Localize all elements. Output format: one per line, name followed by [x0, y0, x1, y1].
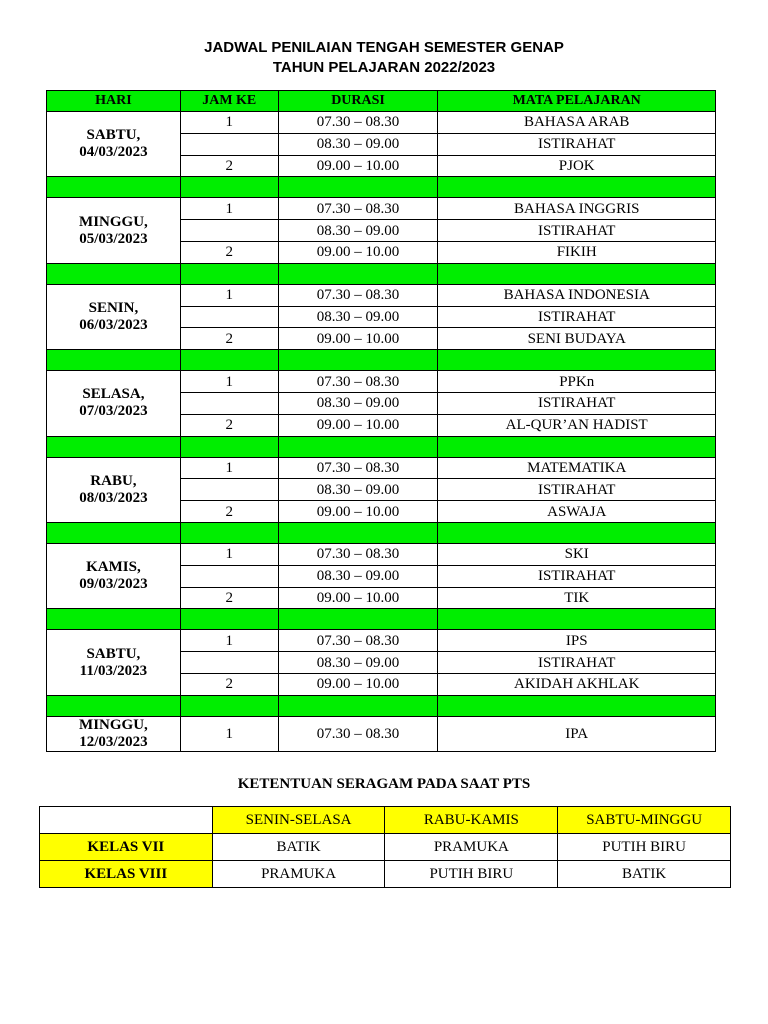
jam-ke-cell: 1 [180, 716, 278, 751]
mata-pelajaran-cell: ASWAJA [438, 501, 716, 523]
separator-cell [180, 609, 278, 630]
day-date: 07/03/2023 [79, 403, 148, 420]
schedule-body [47, 112, 716, 752]
separator-cell [47, 177, 181, 198]
schedule-row [47, 543, 716, 565]
durasi-cell: 08.30 – 09.00 [278, 652, 438, 674]
durasi-cell: 09.00 – 10.00 [278, 241, 438, 263]
separator-cell [438, 522, 716, 543]
separator-cell [180, 263, 278, 284]
uniform-table [39, 806, 731, 888]
separator-cell [47, 695, 181, 716]
separator-row [47, 436, 716, 457]
durasi-cell: 08.30 – 09.00 [278, 220, 438, 242]
mata-pelajaran-cell: FIKIH [438, 241, 716, 263]
separator-cell [438, 695, 716, 716]
separator-cell [180, 350, 278, 371]
separator-row [47, 177, 716, 198]
schedule-header-row [47, 91, 716, 112]
day-name: MINGGU, [79, 716, 148, 733]
durasi-cell: 08.30 – 09.00 [278, 133, 438, 155]
header-jam-ke: JAM KE [180, 91, 278, 112]
day-date: 06/03/2023 [79, 316, 148, 333]
mata-pelajaran-cell: BAHASA INGGRIS [438, 198, 716, 220]
mata-pelajaran-cell: ISTIRAHAT [438, 565, 716, 587]
jam-ke-cell: 2 [180, 587, 278, 609]
day-name: SABTU, [86, 127, 141, 144]
mata-pelajaran-cell: TIK [438, 587, 716, 609]
day-cell [47, 284, 181, 349]
jam-ke-cell: 2 [180, 155, 278, 177]
jam-ke-cell [180, 479, 278, 501]
mata-pelajaran-cell: ISTIRAHAT [438, 133, 716, 155]
header-hari: HARI [47, 91, 181, 112]
mata-pelajaran-cell: ISTIRAHAT [438, 652, 716, 674]
jam-ke-cell: 1 [180, 457, 278, 479]
document-subtitle: TAHUN PELAJARAN 2022/2023 [272, 59, 496, 76]
uniform-section-title: KETENTUAN SERAGAM PADA SAAT PTS [237, 776, 531, 792]
schedule-row [47, 112, 716, 134]
schedule-table [46, 90, 716, 752]
separator-cell [438, 177, 716, 198]
day-date: 12/03/2023 [79, 733, 148, 750]
separator-row [47, 350, 716, 371]
day-cell [47, 371, 181, 436]
uniform-row-header: KELAS VII [40, 834, 213, 861]
mata-pelajaran-cell: ISTIRAHAT [438, 479, 716, 501]
schedule-row [47, 284, 716, 306]
mata-pelajaran-cell: IPS [438, 630, 716, 652]
mata-pelajaran-cell: AL-QUR’AN HADIST [438, 414, 716, 436]
header-durasi: DURASI [278, 91, 438, 112]
separator-cell [438, 436, 716, 457]
durasi-cell: 09.00 – 10.00 [278, 155, 438, 177]
durasi-cell: 07.30 – 08.30 [278, 198, 438, 220]
jam-ke-cell: 1 [180, 371, 278, 393]
schedule-row [47, 371, 716, 393]
durasi-cell: 07.30 – 08.30 [278, 716, 438, 751]
mata-pelajaran-cell: BAHASA ARAB [438, 112, 716, 134]
separator-row [47, 522, 716, 543]
separator-cell [278, 522, 438, 543]
separator-cell [278, 350, 438, 371]
durasi-cell: 07.30 – 08.30 [278, 371, 438, 393]
separator-cell [180, 436, 278, 457]
uniform-row-header: KELAS VIII [40, 861, 213, 888]
day-name: RABU, [90, 472, 137, 489]
uniform-cell: PUTIH BIRU [385, 861, 558, 888]
durasi-cell: 07.30 – 08.30 [278, 630, 438, 652]
document-title: JADWAL PENILAIAN TENGAH SEMESTER GENAP [204, 39, 564, 56]
jam-ke-cell: 2 [180, 414, 278, 436]
uniform-corner-cell [40, 807, 213, 834]
uniform-header-row [40, 807, 731, 834]
durasi-cell: 09.00 – 10.00 [278, 328, 438, 350]
jam-ke-cell: 1 [180, 112, 278, 134]
mata-pelajaran-cell: MATEMATIKA [438, 457, 716, 479]
uniform-col-header: SABTU-MINGGU [558, 807, 731, 834]
jam-ke-cell [180, 652, 278, 674]
mata-pelajaran-cell: ISTIRAHAT [438, 392, 716, 414]
separator-cell [47, 350, 181, 371]
separator-row [47, 609, 716, 630]
day-name: SABTU, [86, 645, 141, 662]
durasi-cell: 07.30 – 08.30 [278, 112, 438, 134]
mata-pelajaran-cell: PJOK [438, 155, 716, 177]
schedule-row [47, 198, 716, 220]
uniform-row [40, 861, 731, 888]
separator-row [47, 263, 716, 284]
jam-ke-cell: 2 [180, 328, 278, 350]
jam-ke-cell: 2 [180, 241, 278, 263]
durasi-cell: 09.00 – 10.00 [278, 673, 438, 695]
day-name: KAMIS, [86, 559, 141, 576]
durasi-cell: 07.30 – 08.30 [278, 457, 438, 479]
day-cell [47, 198, 181, 263]
jam-ke-cell [180, 565, 278, 587]
day-name: SELASA, [82, 386, 145, 403]
durasi-cell: 07.30 – 08.30 [278, 284, 438, 306]
jam-ke-cell: 2 [180, 501, 278, 523]
uniform-cell: PUTIH BIRU [558, 834, 731, 861]
schedule-row [47, 716, 716, 751]
separator-cell [47, 609, 181, 630]
mata-pelajaran-cell: AKIDAH AKHLAK [438, 673, 716, 695]
day-date: 08/03/2023 [79, 489, 148, 506]
jam-ke-cell [180, 220, 278, 242]
jam-ke-cell [180, 306, 278, 328]
separator-cell [438, 350, 716, 371]
day-date: 05/03/2023 [79, 230, 148, 247]
durasi-cell: 09.00 – 10.00 [278, 414, 438, 436]
separator-cell [278, 263, 438, 284]
jam-ke-cell: 1 [180, 198, 278, 220]
uniform-col-header: SENIN-SELASA [212, 807, 385, 834]
day-cell [47, 112, 181, 177]
day-date: 09/03/2023 [79, 576, 148, 593]
separator-cell [278, 177, 438, 198]
day-name: MINGGU, [79, 213, 148, 230]
separator-cell [438, 609, 716, 630]
durasi-cell: 09.00 – 10.00 [278, 501, 438, 523]
uniform-cell: BATIK [212, 834, 385, 861]
separator-cell [47, 522, 181, 543]
separator-cell [278, 695, 438, 716]
day-cell [47, 457, 181, 522]
jam-ke-cell: 2 [180, 673, 278, 695]
uniform-cell: PRAMUKA [385, 834, 558, 861]
durasi-cell: 08.30 – 09.00 [278, 306, 438, 328]
separator-cell [47, 263, 181, 284]
separator-cell [180, 522, 278, 543]
durasi-cell: 08.30 – 09.00 [278, 479, 438, 501]
uniform-cell: BATIK [558, 861, 731, 888]
jam-ke-cell: 1 [180, 543, 278, 565]
durasi-cell: 07.30 – 08.30 [278, 543, 438, 565]
separator-cell [180, 695, 278, 716]
day-cell [47, 543, 181, 608]
durasi-cell: 08.30 – 09.00 [278, 565, 438, 587]
jam-ke-cell: 1 [180, 284, 278, 306]
day-date: 04/03/2023 [79, 144, 148, 161]
separator-cell [47, 436, 181, 457]
header-mata-pelajaran: MATA PELAJARAN [438, 91, 716, 112]
mata-pelajaran-cell: ISTIRAHAT [438, 220, 716, 242]
day-cell [47, 716, 181, 751]
uniform-cell: PRAMUKA [212, 861, 385, 888]
separator-cell [278, 609, 438, 630]
mata-pelajaran-cell: ISTIRAHAT [438, 306, 716, 328]
durasi-cell: 09.00 – 10.00 [278, 587, 438, 609]
mata-pelajaran-cell: PPKn [438, 371, 716, 393]
mata-pelajaran-cell: SENI BUDAYA [438, 328, 716, 350]
schedule-row [47, 630, 716, 652]
day-cell [47, 630, 181, 695]
separator-cell [180, 177, 278, 198]
jam-ke-cell [180, 392, 278, 414]
jam-ke-cell [180, 133, 278, 155]
jam-ke-cell: 1 [180, 630, 278, 652]
separator-row [47, 695, 716, 716]
separator-cell [278, 436, 438, 457]
mata-pelajaran-cell: SKI [438, 543, 716, 565]
mata-pelajaran-cell: BAHASA INDONESIA [438, 284, 716, 306]
separator-cell [438, 263, 716, 284]
mata-pelajaran-cell: IPA [438, 716, 716, 751]
durasi-cell: 08.30 – 09.00 [278, 392, 438, 414]
uniform-col-header: RABU-KAMIS [385, 807, 558, 834]
day-date: 11/03/2023 [79, 662, 148, 679]
day-name: SENIN, [88, 299, 139, 316]
uniform-row [40, 834, 731, 861]
schedule-row [47, 457, 716, 479]
